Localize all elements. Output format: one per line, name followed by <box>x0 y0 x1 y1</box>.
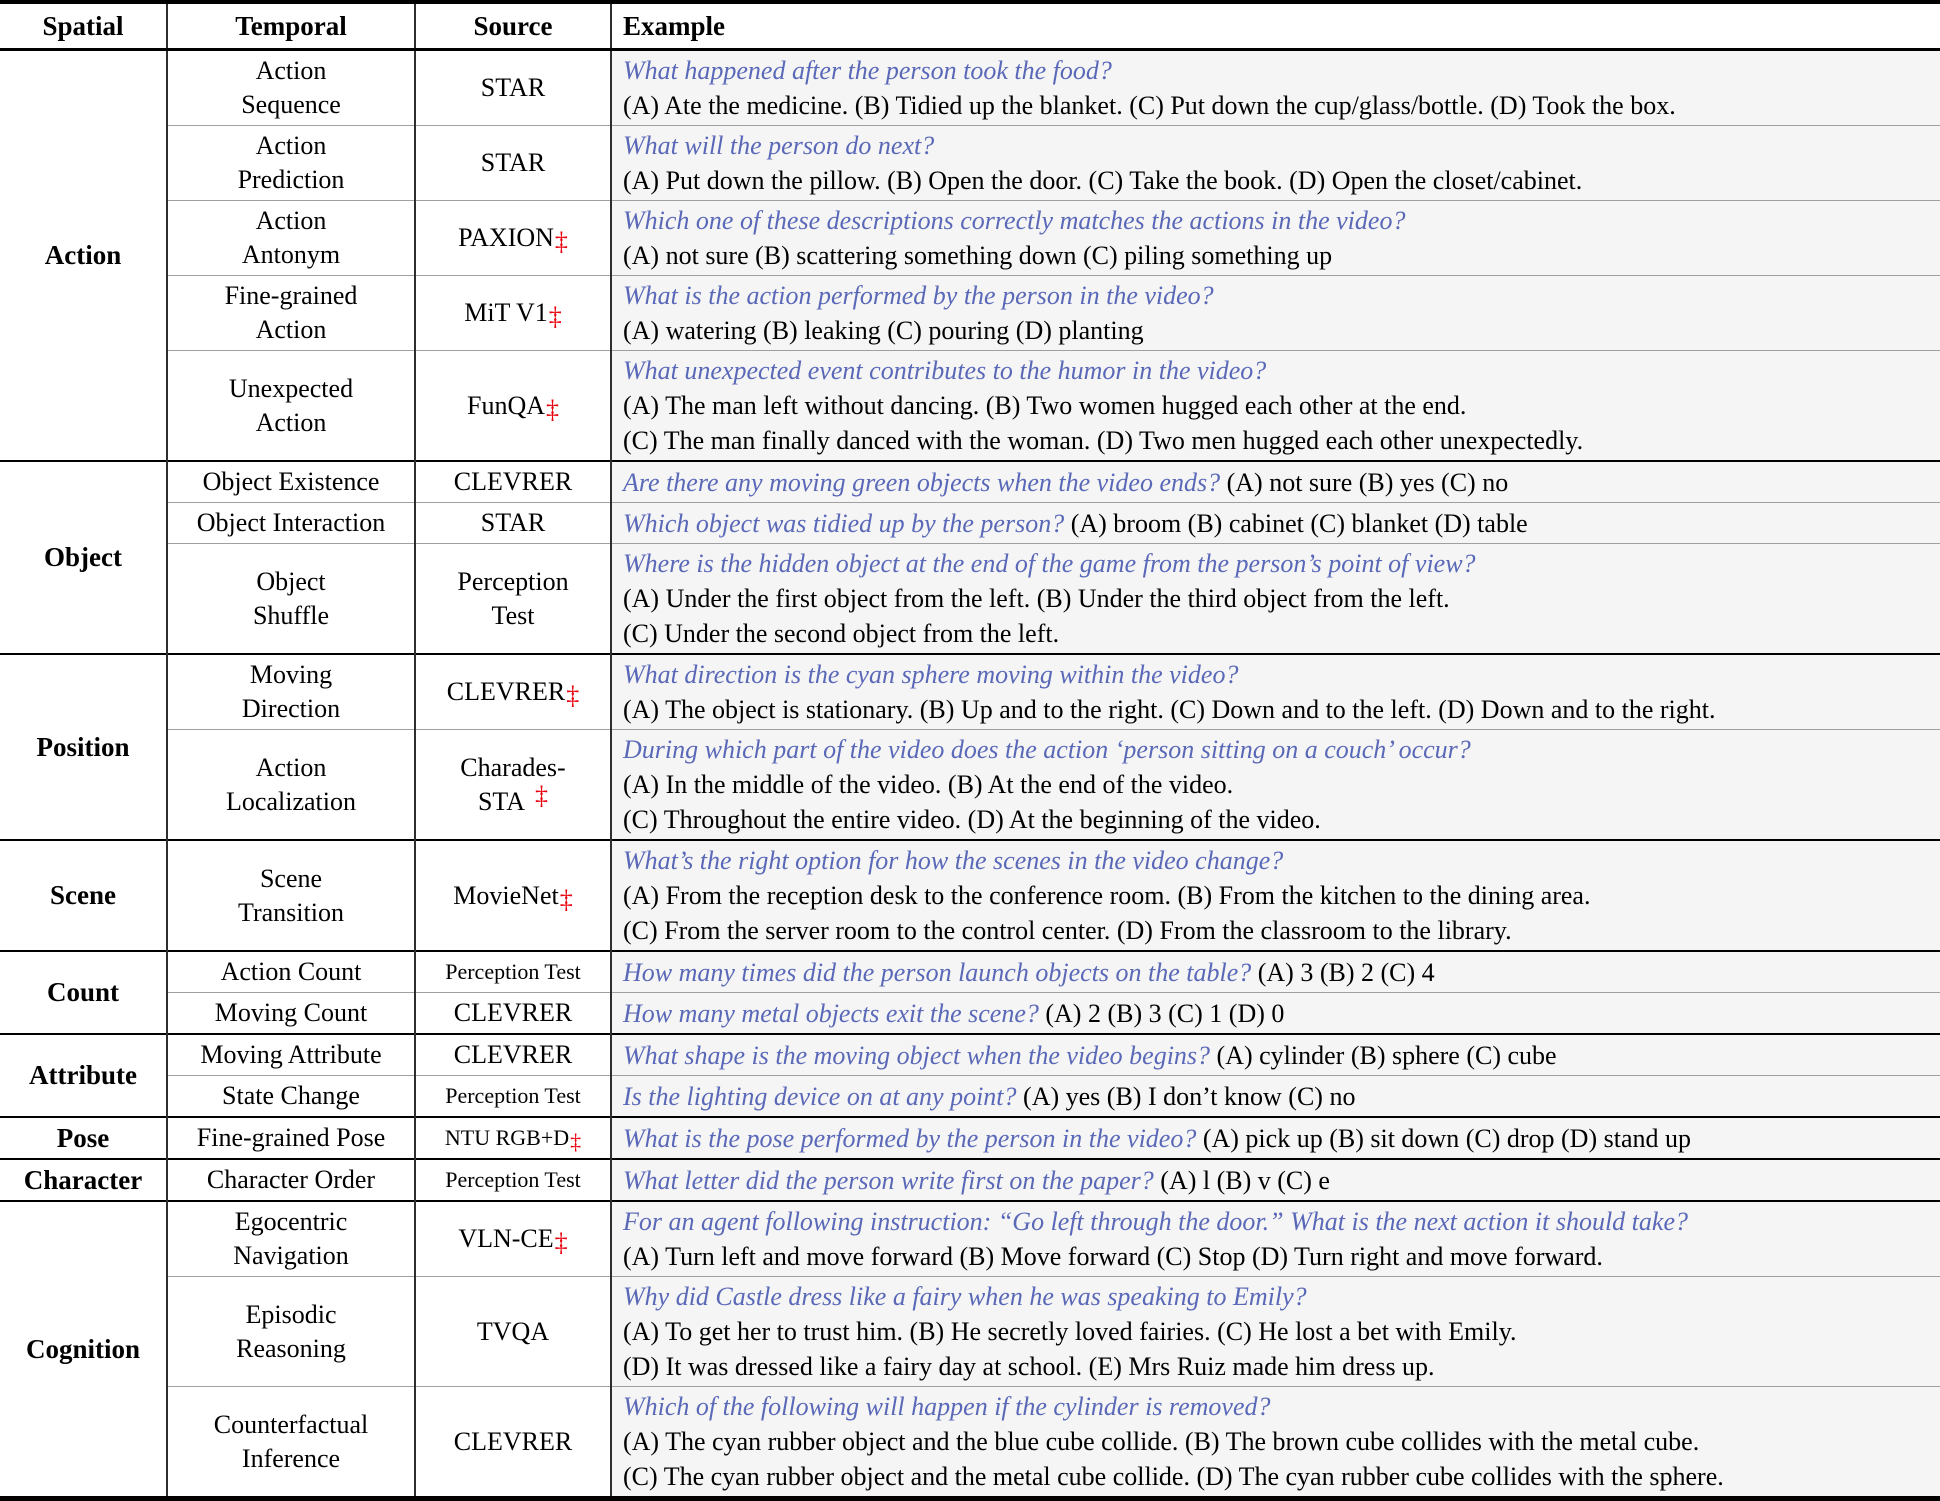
answer-options: (D) It was dressed like a fairy day at school. (E) Mrs Ruiz made him dress up. <box>623 1352 1435 1381</box>
example-cell <box>611 1201 1940 1277</box>
question-text: How many metal objects exit the scene? <box>623 998 1039 1028</box>
temporal-task-cell: Egocentric Navigation <box>167 1201 415 1277</box>
answer-options: (A) In the middle of the video. (B) At the end of the video. <box>623 770 1234 799</box>
source-dataset-cell: MiT V1‡ <box>415 276 611 351</box>
spatial-category-cell: Cognition <box>0 1201 167 1499</box>
spatial-category-cell: Attribute <box>0 1034 167 1117</box>
answer-options: (C) The man finally danced with the woman. (D) Two men hugged each other unexpectedly. <box>623 426 1584 455</box>
header-example: Example <box>611 2 1940 50</box>
header-row <box>0 2 1940 50</box>
temporal-task-cell: Action Sequence <box>167 50 415 126</box>
temporal-task-cell: Character Order <box>167 1159 415 1201</box>
question-text: What happened after the person took the food? <box>623 56 1112 85</box>
source-dataset-cell: STAR <box>415 503 611 544</box>
double-dagger-marker: ‡ <box>566 681 580 710</box>
example-cell <box>611 201 1940 276</box>
table-row <box>0 993 1940 1035</box>
spatial-category-cell: Pose <box>0 1117 167 1159</box>
answer-options: (A) not sure (B) scattering something down (C) piling something up <box>623 241 1333 270</box>
example-cell <box>611 951 1940 993</box>
table-row <box>0 840 1940 951</box>
table-row <box>0 276 1940 351</box>
double-dagger-marker: ‡ <box>535 780 549 810</box>
answer-options: (A) 3 (B) 2 (C) 4 <box>1257 957 1435 987</box>
example-cell <box>611 50 1940 126</box>
table-row <box>0 461 1940 503</box>
table-row <box>0 730 1940 841</box>
table-row <box>0 1201 1940 1277</box>
spatial-category-cell: Character <box>0 1159 167 1201</box>
example-cell <box>611 993 1940 1035</box>
temporal-task-cell: Action Localization <box>167 730 415 841</box>
question-text: Which of the following will happen if the cylinder is removed? <box>623 1392 1271 1421</box>
example-cell <box>611 730 1940 841</box>
source-dataset-cell: Charades- STA ‡ <box>415 730 611 841</box>
table-row <box>0 1277 1940 1387</box>
answer-options: (C) Throughout the entire video. (D) At the beginning of the video. <box>623 805 1321 834</box>
question-text: Where is the hidden object at the end of the game from the person’s point of view? <box>623 549 1476 578</box>
table-row <box>0 544 1940 655</box>
temporal-task-cell: Scene Transition <box>167 840 415 951</box>
temporal-task-cell: Counterfactual Inference <box>167 1387 415 1499</box>
double-dagger-marker: ‡ <box>554 227 568 256</box>
answer-options: (A) broom (B) cabinet (C) blanket (D) table <box>1070 508 1528 538</box>
source-dataset-cell: CLEVRER <box>415 1034 611 1076</box>
answer-options: (A) To get her to trust him. (B) He secretly loved fairies. (C) He lost a bet with Emily. <box>623 1317 1517 1346</box>
source-dataset-cell: CLEVRER‡ <box>415 654 611 730</box>
temporal-task-cell: Action Prediction <box>167 126 415 201</box>
table-row <box>0 951 1940 993</box>
double-dagger-marker: ‡ <box>548 302 562 331</box>
example-cell <box>611 503 1940 544</box>
table-row <box>0 1117 1940 1159</box>
answer-options: (C) The cyan rubber object and the metal cube collide. (D) The cyan rubber cube collides with the sphere. <box>623 1462 1724 1491</box>
source-dataset-cell: TVQA <box>415 1277 611 1387</box>
table-body <box>0 50 1940 1499</box>
answer-options: (A) 2 (B) 3 (C) 1 (D) 0 <box>1045 998 1285 1028</box>
source-dataset-cell: CLEVRER <box>415 461 611 503</box>
question-text: Are there any moving green objects when the video ends? <box>623 467 1221 497</box>
source-dataset-cell: STAR <box>415 126 611 201</box>
answer-options: (A) The object is stationary. (B) Up and to the right. (C) Down and to the left. (D) Down and to the right. <box>623 695 1716 724</box>
example-cell <box>611 1387 1940 1499</box>
temporal-task-cell: Object Shuffle <box>167 544 415 655</box>
temporal-task-cell: Fine-grained Pose <box>167 1117 415 1159</box>
answer-options: (A) not sure (B) yes (C) no <box>1226 467 1509 497</box>
example-cell <box>611 461 1940 503</box>
question-text: Which object was tidied up by the person? <box>623 508 1065 538</box>
answer-options: (A) The cyan rubber object and the blue cube collide. (B) The brown cube collides with the metal cube. <box>623 1427 1700 1456</box>
table-row <box>0 1034 1940 1076</box>
question-text: What is the action performed by the person in the video? <box>623 281 1214 310</box>
example-cell <box>611 1034 1940 1076</box>
temporal-task-cell: Episodic Reasoning <box>167 1277 415 1387</box>
answer-options: (A) cylinder (B) sphere (C) cube <box>1216 1040 1557 1070</box>
question-text: What shape is the moving object when the video begins? <box>623 1040 1211 1070</box>
question-text: How many times did the person launch objects on the table? <box>623 957 1252 987</box>
temporal-task-cell: State Change <box>167 1076 415 1118</box>
example-cell <box>611 840 1940 951</box>
source-dataset-cell: PAXION‡ <box>415 201 611 276</box>
double-dagger-marker: ‡ <box>546 394 559 424</box>
source-dataset-cell: VLN-CE‡ <box>415 1201 611 1277</box>
question-text: What direction is the cyan sphere moving within the video? <box>623 660 1239 689</box>
spatial-category-cell: Count <box>0 951 167 1034</box>
spatial-category-cell: Action <box>0 50 167 462</box>
answer-options: (A) yes (B) I don’t know (C) no <box>1023 1081 1356 1111</box>
answer-options: (A) pick up (B) sit down (C) drop (D) stand up <box>1202 1123 1691 1153</box>
header-spatial: Spatial <box>0 2 167 50</box>
source-dataset-cell: CLEVRER <box>415 993 611 1035</box>
question-text: For an agent following instruction: “Go left through the door.” What is the next action it should take? <box>623 1207 1688 1236</box>
source-dataset-cell: CLEVRER <box>415 1387 611 1499</box>
answer-options: (A) watering (B) leaking (C) pouring (D) planting <box>623 316 1144 345</box>
table-row <box>0 1387 1940 1499</box>
example-cell <box>611 1277 1940 1387</box>
temporal-task-cell: Unexpected Action <box>167 351 415 462</box>
answer-options: (A) Put down the pillow. (B) Open the door. (C) Take the book. (D) Open the closet/cabinet. <box>623 166 1583 195</box>
source-dataset-cell: FunQA‡ <box>415 351 611 462</box>
example-cell <box>611 351 1940 462</box>
double-dagger-marker: ‡ <box>570 1129 582 1154</box>
source-dataset-cell: Perception Test <box>415 1076 611 1118</box>
example-cell <box>611 1076 1940 1118</box>
spatial-category-cell: Scene <box>0 840 167 951</box>
source-dataset-cell: Perception Test <box>415 544 611 655</box>
source-dataset-cell: MovieNet‡ <box>415 840 611 951</box>
double-dagger-marker: ‡ <box>559 884 573 914</box>
question-text: What letter did the person write first on the paper? <box>623 1165 1154 1195</box>
question-text: What’s the right option for how the scenes in the video change? <box>623 846 1284 875</box>
temporal-task-cell: Moving Attribute <box>167 1034 415 1076</box>
example-cell <box>611 654 1940 730</box>
question-text: What unexpected event contributes to the humor in the video? <box>623 356 1267 385</box>
header-source: Source <box>415 2 611 50</box>
source-dataset-cell: STAR <box>415 50 611 126</box>
answer-options: (A) From the reception desk to the conference room. (B) From the kitchen to the dining area. <box>623 881 1591 910</box>
example-cell <box>611 1159 1940 1201</box>
example-cell <box>611 276 1940 351</box>
question-text: Is the lighting device on at any point? <box>623 1081 1017 1111</box>
header-temporal: Temporal <box>167 2 415 50</box>
answer-options: (C) Under the second object from the left. <box>623 619 1060 648</box>
example-cell <box>611 1117 1940 1159</box>
temporal-task-cell: Fine-grained Action <box>167 276 415 351</box>
table-row <box>0 654 1940 730</box>
spatial-category-cell: Position <box>0 654 167 840</box>
temporal-task-cell: Action Antonym <box>167 201 415 276</box>
answer-options: (A) Under the first object from the left. (B) Under the third object from the left. <box>623 584 1450 613</box>
source-dataset-cell: NTU RGB+D‡ <box>415 1117 611 1159</box>
question-text: During which part of the video does the action ‘person sitting on a couch’ occur? <box>623 735 1471 764</box>
example-cell <box>611 126 1940 201</box>
table-row <box>0 1159 1940 1201</box>
answer-options: (A) Turn left and move forward (B) Move forward (C) Stop (D) Turn right and move forward. <box>623 1242 1603 1271</box>
question-text: Why did Castle dress like a fairy when he was speaking to Emily? <box>623 1282 1307 1311</box>
table-row <box>0 50 1940 126</box>
source-dataset-cell: Perception Test <box>415 1159 611 1201</box>
question-text: What will the person do next? <box>623 131 935 160</box>
source-dataset-cell: Perception Test <box>415 951 611 993</box>
temporal-task-cell: Moving Direction <box>167 654 415 730</box>
table-row <box>0 201 1940 276</box>
double-dagger-marker: ‡ <box>554 1228 568 1257</box>
spatial-category-cell: Object <box>0 461 167 654</box>
temporal-task-cell: Object Interaction <box>167 503 415 544</box>
answer-options: (A) Ate the medicine. (B) Tidied up the blanket. (C) Put down the cup/glass/bottle. (D) Took the box. <box>623 91 1676 120</box>
table-row <box>0 351 1940 462</box>
table-row <box>0 1076 1940 1118</box>
answer-options: (A) The man left without dancing. (B) Two women hugged each other at the end. <box>623 391 1467 420</box>
temporal-task-cell: Moving Count <box>167 993 415 1035</box>
example-cell <box>611 544 1940 655</box>
answer-options: (C) From the server room to the control center. (D) From the classroom to the library. <box>623 916 1512 945</box>
table-row <box>0 126 1940 201</box>
temporal-task-cell: Action Count <box>167 951 415 993</box>
answer-options: (A) l (B) v (C) e <box>1160 1165 1330 1195</box>
question-text: What is the pose performed by the person in the video? <box>623 1123 1197 1153</box>
question-text: Which one of these descriptions correctly matches the actions in the video? <box>623 206 1406 235</box>
table-row <box>0 503 1940 544</box>
temporal-task-cell: Object Existence <box>167 461 415 503</box>
